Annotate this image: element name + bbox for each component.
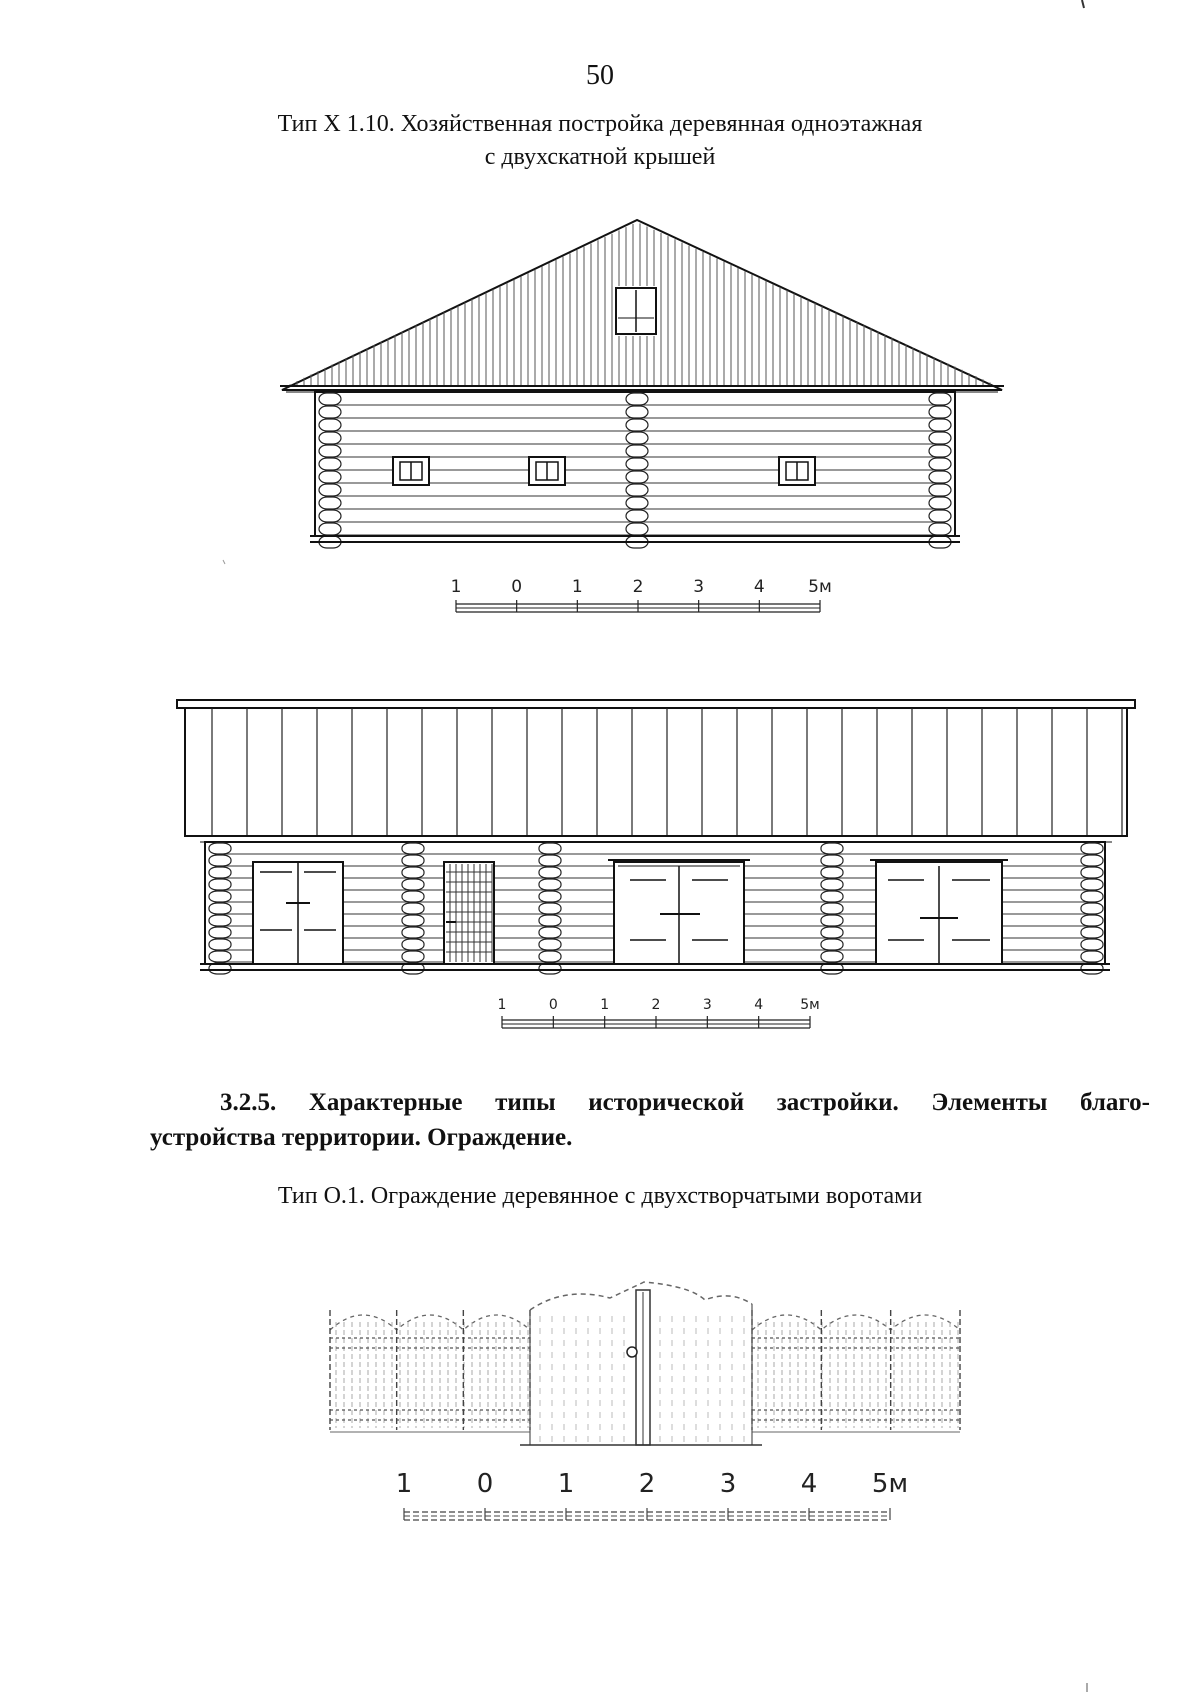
scale-tick-label: 2 <box>638 1469 656 1499</box>
scale-tick-label: 3 <box>693 577 705 597</box>
double-door-left <box>253 862 343 964</box>
gate-ring-handle <box>627 1347 637 1357</box>
scale-tick-label: 3 <box>719 1469 737 1499</box>
scale-tick-label: 5м <box>871 1469 909 1499</box>
fence-section-right <box>752 1310 960 1432</box>
scale-tick-label: 2 <box>632 577 644 597</box>
scale-bar-1 <box>451 577 832 612</box>
scale-tick-label: 2 <box>651 997 661 1013</box>
scale-tick-label: 1 <box>450 577 462 597</box>
scale-tick-label: 1 <box>395 1469 413 1499</box>
fence-section-left <box>330 1310 530 1432</box>
section-heading-line-1: 3.2.5. Характерные типы исторической застройки. Элементы благо- <box>220 1089 1150 1116</box>
scale-bar-2 <box>498 997 820 1028</box>
section-heading-line-2: устройства территории. Ограждение. <box>150 1124 573 1151</box>
scale-tick-label: 0 <box>511 577 523 597</box>
double-door-center <box>608 860 750 964</box>
scale-tick-label: 1 <box>600 997 610 1013</box>
scale-tick-label: 0 <box>548 997 558 1013</box>
scale-tick-label: 1 <box>497 997 507 1013</box>
double-door-right <box>870 860 1008 964</box>
scale-tick-label: 5м <box>808 577 832 597</box>
scale-tick-label: 0 <box>476 1469 494 1499</box>
outbuilding-front-elevation <box>280 220 1004 548</box>
scale-tick-label: 1 <box>571 577 583 597</box>
scale-tick-label: 1 <box>557 1469 575 1499</box>
gable-roof <box>280 220 1004 392</box>
small-window <box>393 457 429 485</box>
page-number: 50 <box>586 60 614 91</box>
small-window <box>779 457 815 485</box>
plank-door <box>444 862 494 964</box>
outbuilding-side-elevation <box>177 700 1135 974</box>
drawing-title-fence: Тип О.1. Ограждение деревянное с двухстворчатыми воротами <box>277 1183 923 1209</box>
drawing-title-line-1: Тип Х 1.10. Хозяйственная постройка деревянная одноэтажная <box>277 111 923 137</box>
scale-tick-label: 4 <box>754 997 764 1013</box>
fence-elevation <box>330 1282 960 1445</box>
section-heading <box>150 1085 1150 1155</box>
drawing-title-line-2: с двухскатной крышей <box>484 144 716 170</box>
scale-tick-label: 4 <box>753 577 765 597</box>
scale-bar-3 <box>396 1469 908 1520</box>
small-window <box>529 457 565 485</box>
scale-tick-label: 5м <box>800 997 820 1013</box>
side-roof <box>177 700 1135 842</box>
double-gate <box>520 1282 762 1445</box>
scale-tick-label: 4 <box>800 1469 818 1499</box>
scale-tick-label: 3 <box>702 997 712 1013</box>
